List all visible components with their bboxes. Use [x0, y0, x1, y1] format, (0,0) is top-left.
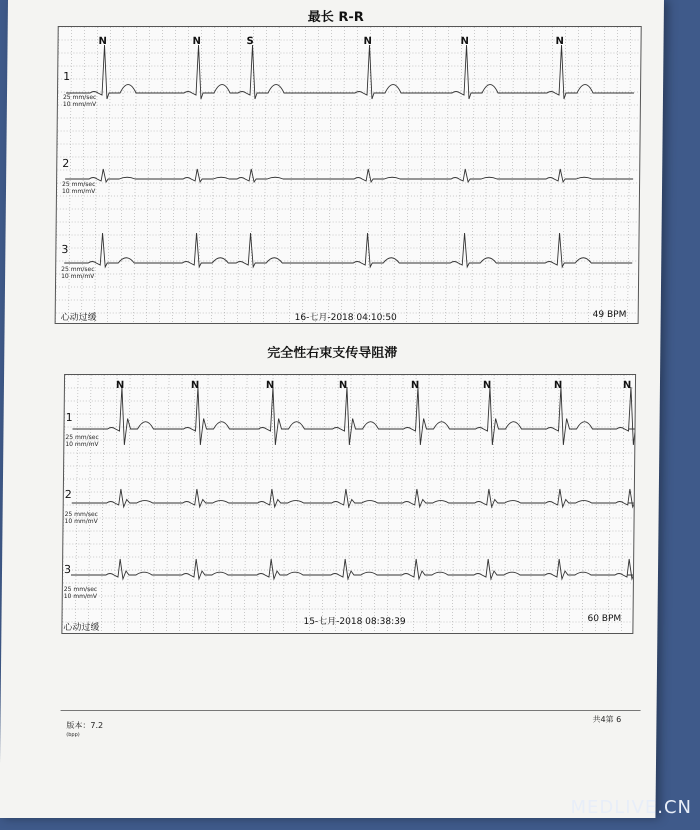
rate-label: 60 BPM — [587, 614, 622, 624]
grid-line — [498, 27, 501, 323]
watermark: MEDLIVE.CN — [570, 797, 692, 818]
beat-label: N — [555, 36, 564, 47]
speed-label: 25 mm/sec — [62, 181, 96, 188]
lead-label: 2 — [64, 488, 72, 501]
grid-line — [290, 27, 293, 323]
footer-divider — [61, 710, 641, 711]
grid-line — [465, 375, 468, 633]
grid-line — [140, 375, 143, 633]
grid-line — [446, 27, 449, 323]
lead-label: 3 — [63, 563, 72, 576]
ecg-trace — [72, 489, 635, 507]
grid-line — [166, 375, 169, 633]
grid-line — [342, 27, 345, 323]
beat-label: N — [553, 380, 563, 391]
grid-line — [296, 375, 299, 633]
grid-line — [264, 27, 267, 323]
gain-label: 10 mm/mV — [63, 593, 97, 600]
lead-label: 1 — [65, 411, 73, 424]
speed-label: 25 mm/sec — [63, 586, 98, 593]
grid-line — [439, 375, 442, 633]
gain-label: 10 mm/mV — [64, 518, 98, 525]
grid-line — [543, 375, 546, 633]
ecg-trace — [65, 169, 633, 182]
grid-line — [504, 375, 507, 633]
grid-line — [602, 27, 605, 323]
grid-line — [303, 27, 306, 323]
grid-line — [381, 27, 384, 323]
ecg-trace — [71, 559, 635, 579]
grid-line — [589, 27, 592, 323]
lead-label: 1 — [63, 70, 71, 83]
grid-line — [127, 375, 130, 633]
grid-line — [459, 27, 462, 323]
grid-line — [608, 375, 611, 633]
grid-line — [335, 375, 338, 633]
grid-line — [394, 27, 397, 323]
grid-line — [478, 375, 481, 633]
grid-line — [569, 375, 572, 633]
grid-line — [576, 27, 579, 323]
beat-label: N — [482, 380, 492, 391]
grid-line — [582, 375, 585, 633]
version-sub: (bpp) — [66, 732, 80, 738]
rhythm-label: 心动过缓 — [60, 313, 97, 323]
beat-label: N — [192, 36, 201, 47]
grid-line — [537, 27, 540, 323]
grid-line — [472, 27, 475, 323]
grid-line — [231, 375, 234, 633]
report1-title: 最长 R-R — [307, 10, 364, 25]
grid-line — [244, 375, 247, 633]
ecg-grid-2 — [62, 375, 635, 633]
grid-line — [361, 375, 364, 633]
grid-line — [121, 27, 124, 323]
grid-line — [316, 27, 319, 323]
grid-line — [621, 375, 624, 633]
beat-label: N — [265, 380, 275, 391]
beat-label: N — [190, 380, 200, 391]
rhythm-label: 心动过缓 — [63, 623, 100, 633]
beat-label: N — [98, 36, 107, 47]
grid-line — [433, 27, 436, 323]
grid-line — [426, 375, 429, 633]
speed-label: 25 mm/sec — [65, 434, 99, 441]
grid-line — [309, 375, 312, 633]
grid-line — [407, 27, 410, 323]
grid-line — [485, 27, 488, 323]
ecg-grid-1 — [56, 27, 641, 323]
grid-line — [179, 375, 182, 633]
lead-label: 3 — [61, 243, 69, 256]
datetime-label: 15-七月-2018 08:38:39 — [303, 617, 406, 627]
speed-label: 25 mm/sec — [64, 511, 99, 518]
grid-line — [160, 27, 163, 323]
grid-line — [101, 375, 104, 633]
beat-label: S — [246, 36, 254, 47]
grid-line — [530, 375, 533, 633]
page-label: 共4第 6 — [592, 715, 622, 724]
grid-line — [524, 27, 527, 323]
grid-line — [173, 27, 176, 323]
grid-line — [400, 375, 403, 633]
beat-label: N — [622, 380, 632, 391]
grid-line — [186, 27, 189, 323]
grid-line — [212, 27, 215, 323]
grid-line — [56, 27, 59, 323]
grid-line — [95, 27, 98, 323]
grid-line — [452, 375, 455, 633]
grid-line — [628, 27, 631, 323]
gain-label: 10 mm/mV — [61, 188, 96, 195]
grid-line — [218, 375, 221, 633]
speed-label: 25 mm/sec — [62, 94, 97, 101]
grid-line — [147, 27, 150, 323]
beat-label: N — [460, 36, 469, 47]
gain-label: 10 mm/mV — [61, 273, 95, 280]
grid-line — [420, 27, 423, 323]
report2-title: 完全性右束支传导阻滞 — [267, 346, 398, 361]
grid-line — [511, 27, 514, 323]
ecg-panel-1 — [55, 26, 642, 324]
grid-line — [355, 27, 358, 323]
beat-label: N — [338, 380, 348, 391]
rate-label: 49 BPM — [592, 310, 627, 320]
grid-line — [329, 27, 332, 323]
grid-line — [322, 375, 325, 633]
grid-line — [134, 27, 137, 323]
grid-line — [283, 375, 286, 633]
grid-line — [595, 375, 598, 633]
gain-label: 10 mm/mV — [65, 441, 99, 448]
gain-label: 10 mm/mV — [62, 101, 97, 108]
beat-label: N — [115, 380, 125, 391]
grid-line — [615, 27, 618, 323]
speed-label: 25 mm/sec — [61, 266, 95, 273]
ecg-panel-2 — [61, 374, 636, 634]
datetime-label: 16-七月-2018 04:10:50 — [294, 313, 397, 323]
ecg-trace — [64, 233, 632, 267]
grid-line — [225, 27, 228, 323]
grid-line — [374, 375, 377, 633]
version-label: 版本：7.2 — [66, 721, 104, 730]
grid-line — [153, 375, 156, 633]
grid-line — [108, 27, 111, 323]
grid-line — [517, 375, 520, 633]
lead-label: 2 — [62, 157, 70, 170]
grid-line — [277, 27, 280, 323]
beat-label: N — [410, 380, 420, 391]
beat-label: N — [363, 36, 372, 47]
grid-line — [550, 27, 553, 323]
grid-line — [257, 375, 260, 633]
ecg-trace — [72, 387, 635, 445]
grid-line — [238, 27, 241, 323]
grid-line — [205, 375, 208, 633]
grid-line — [387, 375, 390, 633]
